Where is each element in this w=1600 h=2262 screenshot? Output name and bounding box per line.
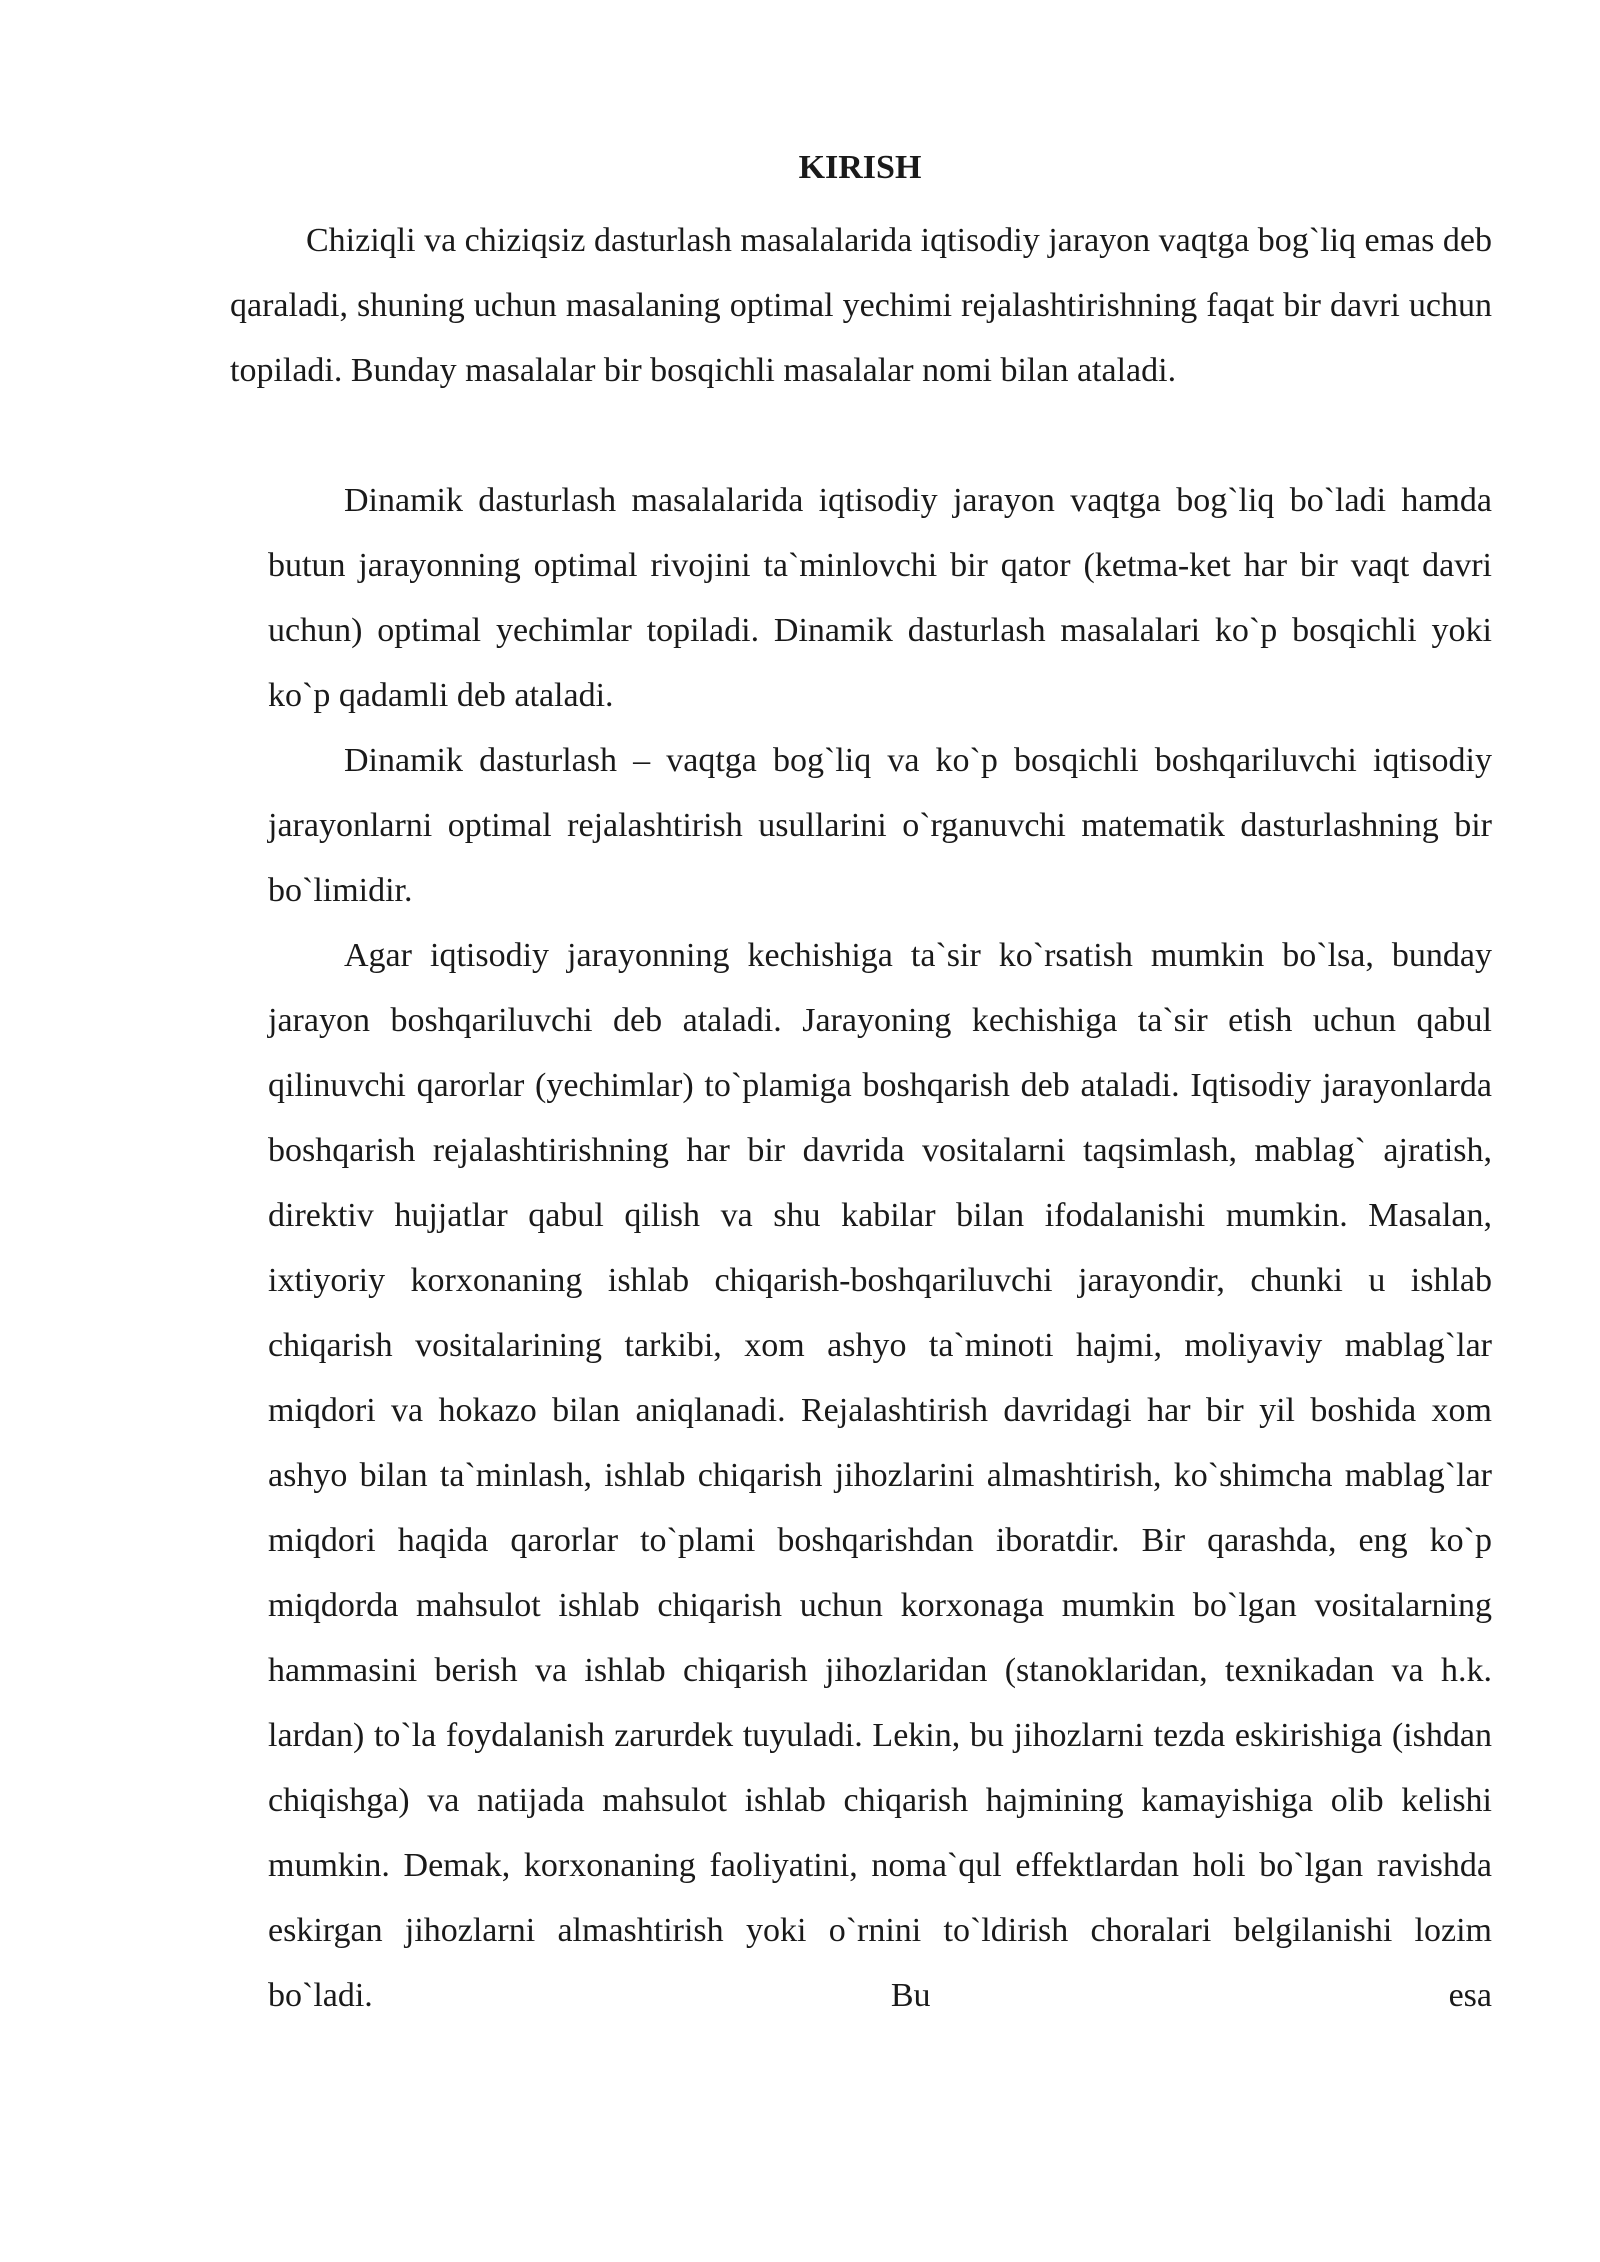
paragraph-2: Dinamik dasturlash masalalarida iqtisodiy jarayon vaqtga bog`liq bo`ladi hamda butun jarayonning optimal rivojini ta`minlovchi bir qator (ketma-ket har bir vaqt davri uchun) optimal yechimlar topiladi. Dinamik dasturlash masalalari ko`p bosqichli yoki ko`p qadamli deb ataladi. [268, 482, 1492, 714]
paragraph-3: Dinamik dasturlash – vaqtga bog`liq va ko`p bosqichli boshqariluvchi iqtisodiy jarayonlarni optimal rejalashtirish usullarini o`rganuvchi matematik dasturlashning bir bo`limidir. [268, 742, 1492, 909]
paragraph-4: Agar iqtisodiy jarayonning kechishiga ta`sir ko`rsatish mumkin bo`lsa, bunday jarayon boshqariluvchi deb ataladi. Jarayoning kechishiga ta`sir etish uchun qabul qilinuvchi qarorlar (yechimlar) to`plamiga boshqarish deb ataladi. Iqtisodiy jarayonlarda boshqarish rejalashtirishning har bir davrida vositalarni taqsimlash, mablag` ajratish, direktiv hujjatlar qabul qilish va shu kabilar bilan ifodalanishi mumkin. Masalan, ixtiyoriy korxonaning ishlab chiqarish-boshqariluvchi jarayondir, chunki u ishlab chiqarish vositalarining tarkibi, xom ashyo ta`minoti hajmi, moliyaviy mablag`lar miqdori va hokazo bilan aniqlanadi. Rejalashtirish davridagi har bir yil boshida xom ashyo bilan ta`minlash, ishlab chiqarish jihozlarini almashtirish, ko`shimcha mablag`lar miqdori haqida qarorlar to`plami boshqarishdan iboratdir. Bir qarashda, eng ko`p miqdorda mahsulot ishlab chiqarish uchun korxonaga mumkin bo`lgan vositalarning hammasini berish va ishlab chiqarish jihozlaridan (stanoklaridan, texnikadan va h.k. lardan) to`la foydalanish zarurdek tuyuladi. Lekin, bu jihozlarni tezda eskirishiga (ishdan chiqishga) va natijada mahsulot ishlab chiqarish hajmining kamayishiga olib kelishi mumkin. Demak, korxonaning faoliyatini, noma`qul effektlardan holi bo`lgan ravishda eskirgan jihozlarni almashtirish yoki o`rnini to`ldirish choralari belgilanishi lozim bo`ladi. Bu esa [268, 937, 1492, 2014]
page-title: KIRISH [798, 149, 922, 186]
paragraph-1: Chiziqli va chiziqsiz dasturlash masalalarida iqtisodiy jarayon vaqtga bog`liq emas deb qaraladi, shuning uchun masalaning optimal yechimi rejalashtirishning faqat bir davri uchun topiladi. Bunday masalalar bir bosqichli masalalar nomi bilan ataladi. [230, 222, 1492, 389]
